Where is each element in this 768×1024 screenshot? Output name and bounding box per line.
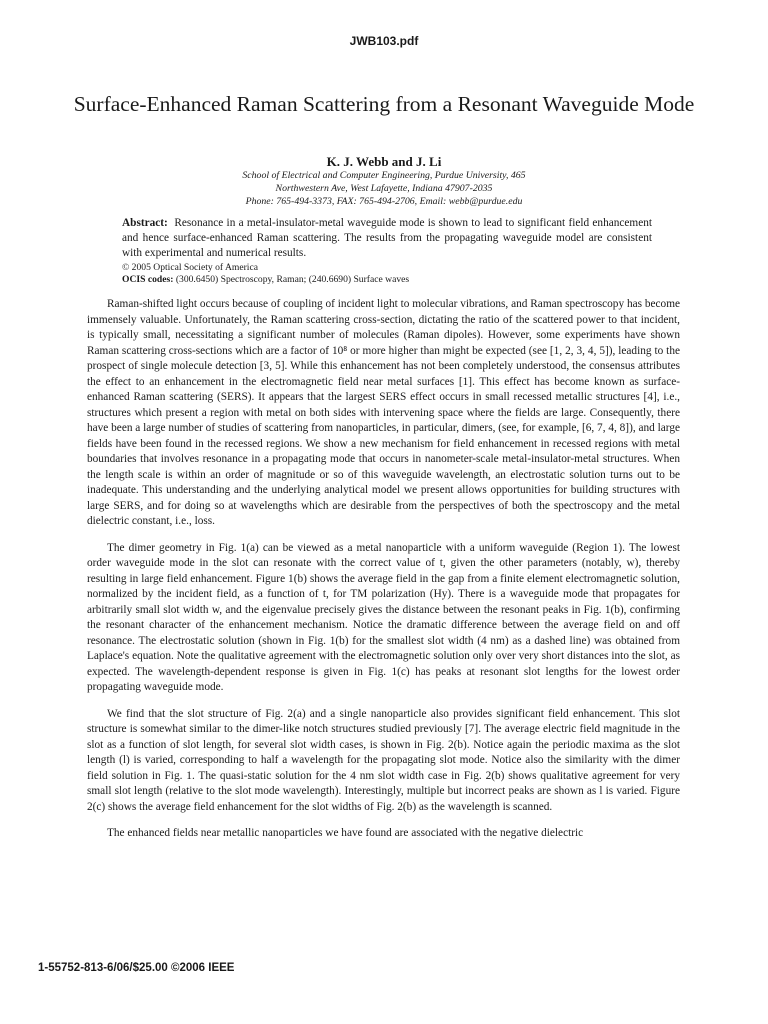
body-paragraph: The dimer geometry in Fig. 1(a) can be viewed as a metal nanoparticle with a uniform waveguide (Region 1). The lowest order waveguide mode in the slot can resonate with the correct value of t, given the other parameters (notably, w), thereby resulting in large field enhancement. Figure 1(b) shows the average field in the gap from a finite element electromagnetic solution, normalized by the incident field, as a function of t, for TM polarization (Hy). There is a waveguide mode that propagates for arbitrarily small slot width w, and the eigenvalue precisely gives the distance between the resonant peaks in Fig. 1(b), confirming the resonant character of the enhancement mechanism. Notice the dramatic difference between the average field on and off resonance. The electrostatic solution (shown in Fig. 1(b) for the smallest slot width (4 nm) as a dashed line) was obtained from Laplace's equation. Note the qualitative agreement with the electromagnetic solution only over very short distances into the slot, as expected. The wavelength-dependent response is given in Fig. 1(c) has peaks at resonant slot lengths for the lowest order propagating waveguide mode. [87,541,680,693]
author-affiliation [0,170,768,208]
abstract-text: Resonance in a metal-insulator-metal waveguide mode is shown to lead to significant field enhancement and hence surface-enhanced Raman scattering. The results from the propagating waveguide model are consistent with experimental and numerical results. [122,217,652,259]
paper-title: Surface-Enhanced Raman Scattering from a Resonant Waveguide Mode [73,92,695,116]
body-paragraph: We find that the slot structure of Fig. 2(a) and a single nanoparticle also provides significant field enhancement. This slot structure is somewhat similar to the dimer-like notch structures studied previously [7]. The average electric field magnitude in the slot as a function of slot length, for several slot width cases, is shown in Fig. 2(b). Notice again the periodic maxima as the slot length (l) is varied, corresponding to half a wavelength for the propagating slot mode. Notice also the similarity with the dimer field solution in Fig. 1. The quasi-static solution for the 4 nm slot width case in Fig. 2(b) shows qualitative agreement for very small slot length (relative to the slot mode wavelength). Interestingly, multiple but incorrect peaks are shown as l is varied. Figure 2(c) shows the average field enhancement for the slot widths of Fig. 2(b) as the wavelength is scanned. [87,707,680,813]
ocis-text: (300.6450) Spectroscopy, Raman; (240.6690) Surface waves [175,274,410,285]
body-paragraph: Raman-shifted light occurs because of coupling of incident light to molecular vibrations, and Raman spectroscopy has become immensely valuable. Unfortunately, the Raman scattering cross-section, dictating the ratio of the scattered power to that incident, is typically small, necessitating a significant number of molecules (Raman dipoles). However, some experiments have shown Raman scattering cross-sections which are a factor of 10⁸ or more higher than might be expected (see [1, 2, 3, 4, 5]), leading to the prospect of single molecule detection [3, 5]. While this enhancement has not been completely understood, the consensus attributes the effect to an enhancement in the electromagnetic field near metal surfaces [1]. This effect has become known as surface-enhanced Raman scattering (SERS). It appears that the largest SERS effect occurs in small recessed metallic structures [4], i.e., structures which present a region with metal on both sides with intervening space where the fields are large. Consequently, there have been a large number of studies of scattering from nanoparticles, in particular, dimers, (see, for example, [6, 7, 4, 8]), and large fields have been found in the recessed regions. We show a new mechanism for field enhancement in recessed regions with metal boundaries that involves resonance in a propagating mode that occurs in nanometer-scale metal-insulator-metal structures. When the length scale is within an order of magnitude or so of this waveguide wavelength, an electrostatic solution turns out to be inadequate. This understanding and the underlying analytical model we present allows opportunities for building structures with large SERS, and for doing so at wavelengths which are desirable from the perspectives of both the spectroscopy and the metal dielectric constant, i.e., loss. [87,298,680,527]
ocis-label: OCIS codes: [122,274,174,285]
body-paragraph: The enhanced fields near metallic nanoparticles we have found are associated with the negative dielectric [107,827,584,839]
abstract-paragraph [122,216,652,261]
paper-authors: K. J. Webb and J. Li [326,154,442,169]
body-text [87,297,680,853]
affiliation-line: School of Electrical and Computer Engineering, Purdue University, 465 [242,170,526,181]
abstract-section [122,216,652,286]
ocis-codes [122,274,652,286]
file-name-header: JWB103.pdf [349,34,419,48]
affiliation-line: Phone: 765-494-3373, FAX: 765-494-2706, Email: webb@purdue.edu [245,195,523,207]
abstract-label: Abstract: [122,217,168,229]
footer-copyright: 1-55752-813-6/06/$25.00 ©2006 IEEE [38,962,235,974]
copyright-line: © 2005 Optical Society of America [122,262,258,273]
affiliation-line: Northwestern Ave, West Lafayette, Indiana 47907-2035 [275,182,493,194]
